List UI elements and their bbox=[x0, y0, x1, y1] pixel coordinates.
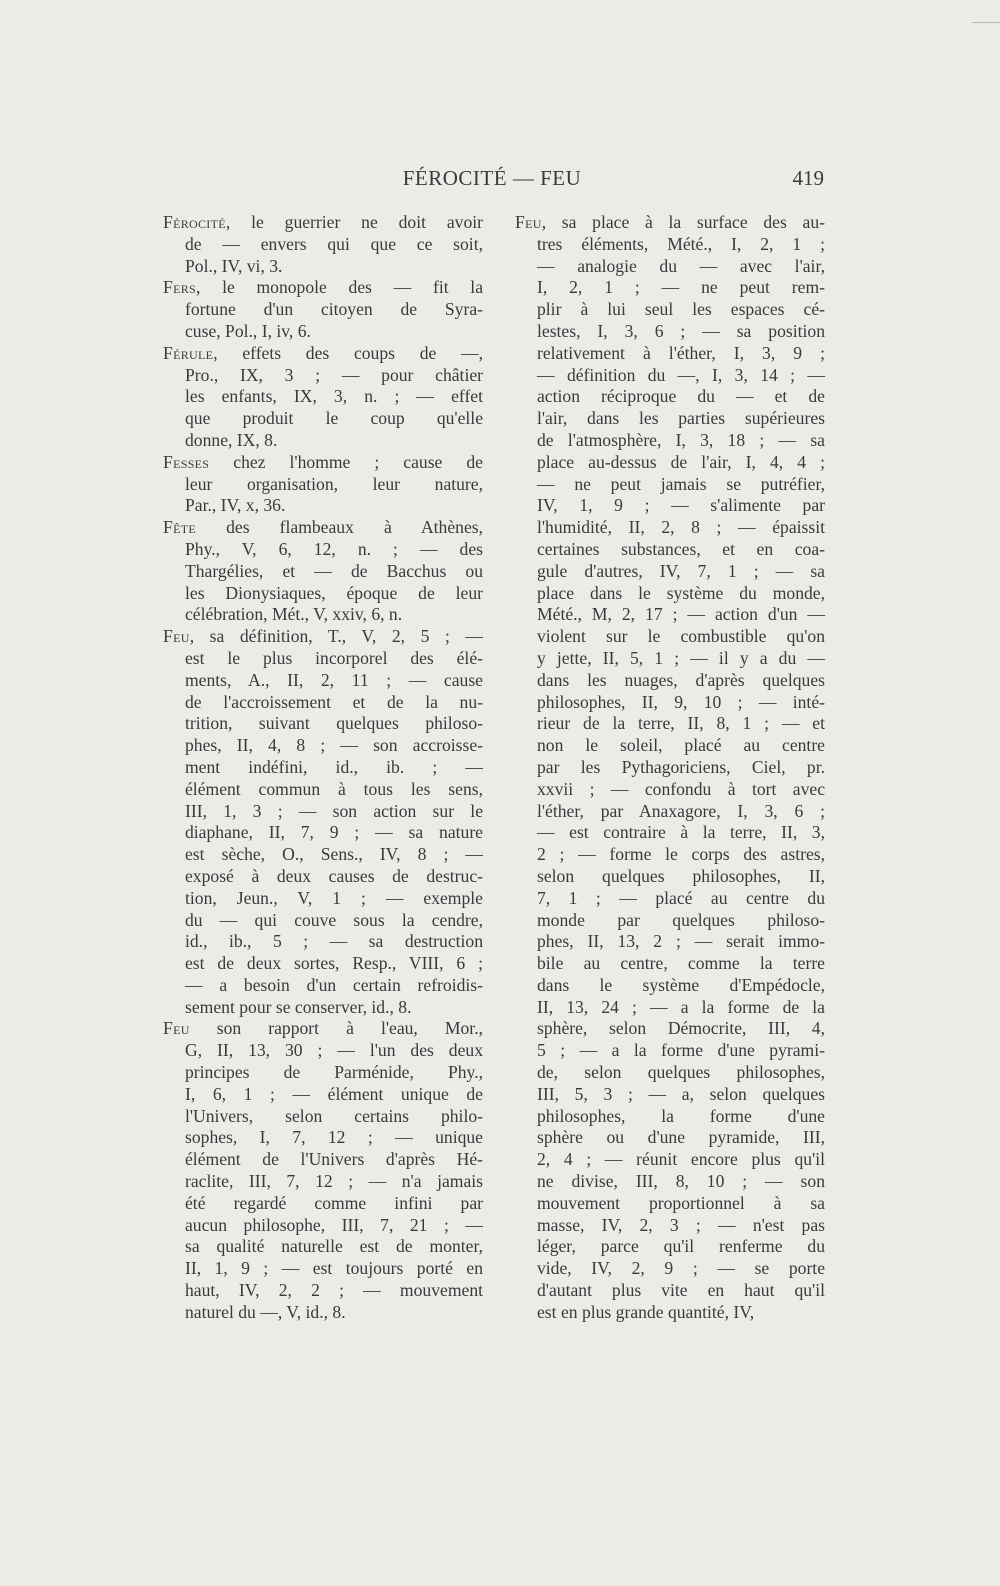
entry-line bbox=[163, 430, 483, 452]
entry-line bbox=[515, 1258, 825, 1280]
entry-line bbox=[515, 1106, 825, 1128]
entry-line bbox=[515, 321, 825, 343]
entry-line bbox=[163, 517, 483, 539]
entry-text: , sa place à la surface des au- bbox=[541, 212, 825, 232]
page-header bbox=[160, 166, 824, 196]
entry-text: cuse, Pol., I, iv, 6. bbox=[185, 320, 311, 341]
entry-text: non le soleil, placé au centre bbox=[537, 735, 825, 756]
entry-line bbox=[515, 1236, 825, 1258]
entry-line bbox=[163, 1040, 483, 1062]
entry-line bbox=[163, 1258, 483, 1280]
entry-line bbox=[515, 1084, 825, 1106]
entry-head-word: Férocité bbox=[163, 212, 226, 232]
entry-text: vide, IV, 2, 9 ; — se porte bbox=[537, 1258, 825, 1279]
entry-line bbox=[163, 561, 483, 583]
entry-line bbox=[515, 975, 825, 997]
entry-line bbox=[163, 648, 483, 670]
entry-text: place dans le système du monde, bbox=[537, 582, 825, 603]
entry-text: Pro., IX, 3 ; — pour châtier bbox=[185, 364, 483, 385]
entry-text: rieur de la terre, II, 8, 1 ; — et bbox=[537, 713, 825, 734]
entry-line bbox=[515, 343, 825, 365]
entry-line bbox=[515, 713, 825, 735]
entry-text: I, 2, 1 ; — ne peut rem- bbox=[537, 277, 825, 298]
entry-text: lestes, I, 3, 6 ; — sa position bbox=[537, 320, 825, 341]
entry-text: xxvii ; — confondu à tort avec bbox=[537, 778, 825, 799]
entry-line bbox=[163, 953, 483, 975]
entry-line bbox=[515, 386, 825, 408]
entry-text: sement pour se conserver, id., 8. bbox=[185, 996, 412, 1017]
entry-text: d'autant plus vite en haut qu'il bbox=[537, 1280, 825, 1301]
entry-text: l'humidité, II, 2, 8 ; — épaissit bbox=[537, 517, 825, 538]
entry-text: élément de l'Univers d'après Hé- bbox=[185, 1149, 483, 1170]
entry-text: I, 6, 1 ; — élément unique de bbox=[185, 1083, 483, 1104]
entry-text: — est contraire à la terre, II, 3, bbox=[537, 822, 825, 843]
entry-line bbox=[515, 692, 825, 714]
entry-text: des flambeaux à Athènes, bbox=[195, 517, 483, 538]
entry-text: selon quelques philosophes, II, bbox=[537, 865, 825, 886]
entry-text: de l'atmosphère, I, 3, 18 ; — sa bbox=[537, 429, 825, 450]
entry-text: ne divise, III, 8, 10 ; — son bbox=[537, 1171, 825, 1192]
entry-line bbox=[515, 866, 825, 888]
entry-line bbox=[163, 277, 483, 299]
entry-line bbox=[515, 626, 825, 648]
entry-line bbox=[515, 583, 825, 605]
entry-head-word: Fesses bbox=[163, 451, 210, 472]
entry-line bbox=[163, 321, 483, 343]
entry-line bbox=[515, 844, 825, 866]
entry-text: bile au centre, comme la terre bbox=[537, 953, 825, 974]
entry-line bbox=[515, 801, 825, 823]
entry-text: léger, parce qu'il renferme du bbox=[537, 1236, 825, 1257]
entry-text: Phy., V, 6, 12, n. ; — des bbox=[185, 538, 483, 559]
entry-text: diaphane, II, 7, 9 ; — sa nature bbox=[185, 822, 483, 843]
entry-line bbox=[515, 212, 825, 234]
entry-text: III, 5, 3 ; — a, selon quelques bbox=[537, 1083, 825, 1104]
entry-text: que produit le coup qu'elle bbox=[185, 408, 483, 429]
index-entry bbox=[163, 1018, 483, 1323]
entry-line bbox=[163, 888, 483, 910]
entry-line bbox=[515, 408, 825, 430]
entry-text: — analogie du — avec l'air, bbox=[537, 255, 825, 276]
entry-text: certaines substances, et en coa- bbox=[537, 538, 825, 559]
entry-line bbox=[163, 1236, 483, 1258]
entry-text: monde par quelques philoso- bbox=[537, 909, 825, 930]
entry-text: fortune d'un citoyen de Syra- bbox=[185, 299, 483, 320]
entry-text: raclite, III, 7, 12 ; — n'a jamais bbox=[185, 1171, 483, 1192]
entry-text: les enfants, IX, 3, n. ; — effet bbox=[185, 386, 483, 407]
entry-text: trition, suivant quelques philoso- bbox=[185, 713, 483, 734]
entry-line bbox=[163, 1193, 483, 1215]
entry-line bbox=[515, 779, 825, 801]
entry-text: donne, IX, 8. bbox=[185, 429, 278, 450]
entry-line bbox=[163, 495, 483, 517]
entry-line bbox=[515, 452, 825, 474]
entry-line bbox=[163, 910, 483, 932]
entry-line bbox=[515, 997, 825, 1019]
entry-text: G, II, 13, 30 ; — l'un des deux bbox=[185, 1040, 483, 1061]
entry-text: est de deux sortes, Resp., VIII, 6 ; bbox=[185, 953, 483, 974]
entry-line bbox=[515, 670, 825, 692]
entry-text: phes, II, 4, 8 ; — son accroisse- bbox=[185, 735, 483, 756]
entry-text: id., ib., 5 ; — sa destruction bbox=[185, 931, 483, 952]
entry-text: l'éther, par Anaxagore, I, 3, 6 ; bbox=[537, 800, 825, 821]
entry-text: chez l'homme ; cause de bbox=[209, 451, 483, 472]
entry-line bbox=[163, 757, 483, 779]
entry-text: l'Univers, selon certains philo- bbox=[185, 1105, 483, 1126]
entry-text: , sa définition, T., V, 2, 5 ; — bbox=[189, 626, 483, 647]
entry-line bbox=[163, 1149, 483, 1171]
entry-text: sophes, I, 7, 12 ; — unique bbox=[185, 1127, 483, 1148]
entry-text: Mété., M, 2, 17 ; — action d'un — bbox=[537, 604, 825, 625]
entry-text: ment indéfini, id., ib. ; — bbox=[185, 756, 483, 777]
entry-text: gule d'autres, IV, 7, 1 ; — sa bbox=[537, 560, 825, 581]
entry-line bbox=[163, 713, 483, 735]
entry-line bbox=[163, 1302, 483, 1324]
entry-line bbox=[163, 474, 483, 496]
entry-line bbox=[515, 430, 825, 452]
entry-text: est sèche, O., Sens., IV, 8 ; — bbox=[185, 844, 483, 865]
entry-line bbox=[163, 801, 483, 823]
entry-text: II, 1, 9 ; — est toujours porté en bbox=[185, 1258, 483, 1279]
entry-text: aucun philosophe, III, 7, 21 ; — bbox=[185, 1214, 483, 1235]
entry-line bbox=[163, 1018, 483, 1040]
entry-line bbox=[515, 299, 825, 321]
index-entry bbox=[163, 212, 483, 277]
entry-line bbox=[515, 256, 825, 278]
entry-line bbox=[515, 757, 825, 779]
entry-line bbox=[163, 386, 483, 408]
entry-text: leur organisation, leur nature, bbox=[185, 473, 483, 494]
entry-text: 2, 4 ; — réunit encore plus qu'il bbox=[537, 1149, 825, 1170]
entry-line bbox=[515, 234, 825, 256]
entry-line bbox=[163, 212, 483, 234]
entry-line bbox=[163, 583, 483, 605]
entry-line bbox=[163, 692, 483, 714]
entry-text: sa qualité naturelle est de monter, bbox=[185, 1236, 483, 1257]
entry-line bbox=[163, 1171, 483, 1193]
entry-line bbox=[163, 626, 483, 648]
entry-line bbox=[163, 365, 483, 387]
entry-text: 2 ; — forme le corps des astres, bbox=[537, 844, 825, 865]
index-entry bbox=[163, 452, 483, 517]
index-entry bbox=[163, 343, 483, 452]
entry-line bbox=[163, 256, 483, 278]
entry-line bbox=[163, 975, 483, 997]
entry-text: Par., IV, x, 36. bbox=[185, 495, 286, 516]
entry-text: , le guerrier ne doit avoir bbox=[225, 212, 483, 232]
entry-text: célébration, Mét., V, xxiv, 6, n. bbox=[185, 604, 403, 625]
index-entry bbox=[515, 212, 825, 1324]
entry-text: par les Pythagoriciens, Ciel, pr. bbox=[537, 756, 825, 777]
entry-line bbox=[163, 779, 483, 801]
entry-line bbox=[515, 953, 825, 975]
entry-text: été regardé comme infini par bbox=[185, 1192, 483, 1213]
entry-line bbox=[163, 1106, 483, 1128]
entry-line bbox=[515, 1280, 825, 1302]
left-column bbox=[163, 212, 483, 1324]
entry-line bbox=[515, 648, 825, 670]
entry-line bbox=[163, 735, 483, 757]
entry-text: élément commun à tous les sens, bbox=[185, 778, 483, 799]
entry-line bbox=[163, 997, 483, 1019]
entry-line bbox=[515, 1040, 825, 1062]
entry-line bbox=[163, 343, 483, 365]
page-edge-mark bbox=[972, 22, 1000, 23]
entry-text: , le monopole des — fit la bbox=[196, 277, 483, 298]
entry-line bbox=[515, 1062, 825, 1084]
entry-text: haut, IV, 2, 2 ; — mouvement bbox=[185, 1280, 483, 1301]
entry-line bbox=[163, 604, 483, 626]
entry-text: tion, Jeun., V, 1 ; — exemple bbox=[185, 887, 483, 908]
entry-text: est le plus incorporel des élé- bbox=[185, 647, 483, 668]
entry-line bbox=[163, 844, 483, 866]
entry-text: place au-dessus de l'air, I, 4, 4 ; bbox=[537, 451, 825, 472]
entry-text: — a besoin d'un certain refroidis- bbox=[185, 974, 483, 995]
entry-text: III, 1, 3 ; — son action sur le bbox=[185, 800, 483, 821]
entry-line bbox=[515, 735, 825, 757]
index-entry bbox=[163, 626, 483, 1018]
entry-text: relativement à l'éther, I, 3, 9 ; bbox=[537, 342, 825, 363]
entry-text: mouvement proportionnel à sa bbox=[537, 1192, 825, 1213]
entry-text: sphère ou d'une pyramide, III, bbox=[537, 1127, 825, 1148]
index-entry bbox=[163, 277, 483, 342]
index-entry bbox=[163, 517, 483, 626]
entry-head-word: Feu bbox=[163, 626, 190, 647]
entry-line bbox=[163, 539, 483, 561]
entry-line bbox=[515, 604, 825, 626]
entry-text: dans les nuages, d'après quelques bbox=[537, 669, 825, 690]
entry-text: 7, 1 ; — placé au centre du bbox=[537, 887, 825, 908]
entry-line bbox=[515, 1302, 825, 1324]
entry-line bbox=[163, 1062, 483, 1084]
entry-line bbox=[163, 670, 483, 692]
entry-text: du — qui couve sous la cendre, bbox=[185, 909, 483, 930]
entry-line bbox=[515, 561, 825, 583]
entry-text: de l'accroissement et de la nu- bbox=[185, 691, 483, 712]
entry-head-word: Feu bbox=[515, 212, 542, 232]
entry-text: Pol., IV, vi, 3. bbox=[185, 255, 283, 276]
entry-text: violent sur le combustible qu'on bbox=[537, 626, 825, 647]
entry-line bbox=[163, 1280, 483, 1302]
entry-text: ments, A., II, 2, 11 ; — cause bbox=[185, 669, 483, 690]
running-title: FÉROCITÉ — FEU bbox=[402, 166, 582, 190]
entry-line bbox=[515, 1215, 825, 1237]
entry-head-word: Fers bbox=[163, 277, 196, 298]
entry-line bbox=[515, 474, 825, 496]
entry-line bbox=[163, 452, 483, 474]
entry-head-word: Feu bbox=[163, 1018, 190, 1039]
entry-text: , effets des coups de —, bbox=[213, 342, 483, 363]
entry-line bbox=[515, 1171, 825, 1193]
entry-line bbox=[515, 1127, 825, 1149]
entry-text: II, 13, 24 ; — a la forme de la bbox=[537, 996, 825, 1017]
entry-line bbox=[163, 822, 483, 844]
entry-text: y jette, II, 5, 1 ; — il y a du — bbox=[537, 647, 825, 668]
entry-line bbox=[515, 1018, 825, 1040]
entry-line bbox=[515, 910, 825, 932]
entry-line bbox=[515, 517, 825, 539]
page-number: 419 bbox=[792, 166, 824, 190]
entry-text: philosophes, la forme d'une bbox=[537, 1105, 825, 1126]
right-column bbox=[515, 212, 825, 1324]
entry-head-word: Férule bbox=[163, 342, 214, 363]
entry-text: son rapport à l'eau, Mor., bbox=[189, 1018, 483, 1039]
entry-text: tres éléments, Mété., I, 2, 1 ; bbox=[537, 233, 825, 254]
entry-line bbox=[515, 495, 825, 517]
entry-text: de, selon quelques philosophes, bbox=[537, 1062, 825, 1083]
entry-line bbox=[163, 1127, 483, 1149]
entry-text: exposé à deux causes de destruc- bbox=[185, 865, 483, 886]
entry-text: IV, 1, 9 ; — s'alimente par bbox=[537, 495, 825, 516]
entry-text: 5 ; — a la forme d'une pyrami- bbox=[537, 1040, 825, 1061]
entry-line bbox=[163, 931, 483, 953]
entry-line bbox=[515, 822, 825, 844]
entry-line bbox=[515, 888, 825, 910]
entry-text: sphère, selon Démocrite, III, 4, bbox=[537, 1018, 825, 1039]
entry-text: — définition du —, I, 3, 14 ; — bbox=[537, 364, 825, 385]
entry-text: dans le système d'Empédocle, bbox=[537, 974, 825, 995]
entry-text: action réciproque du — et de bbox=[537, 386, 825, 407]
entry-line bbox=[163, 1084, 483, 1106]
entry-line bbox=[515, 1149, 825, 1171]
entry-text: philosophes, II, 9, 10 ; — inté- bbox=[537, 691, 825, 712]
entry-text: masse, IV, 2, 3 ; — n'est pas bbox=[537, 1214, 825, 1235]
entry-text: Thargélies, et — de Bacchus ou bbox=[185, 560, 483, 581]
entry-line bbox=[515, 539, 825, 561]
entry-line bbox=[515, 931, 825, 953]
entry-text: phes, II, 13, 2 ; — serait immo- bbox=[537, 931, 825, 952]
entry-text: — ne peut jamais se putréfier, bbox=[537, 473, 825, 494]
entry-text: l'air, dans les parties supérieures bbox=[537, 408, 825, 429]
entry-text: plir à lui seul les espaces cé- bbox=[537, 299, 825, 320]
entry-text: principes de Parménide, Phy., bbox=[185, 1062, 483, 1083]
entry-text: de — envers qui que ce soit, bbox=[185, 233, 483, 254]
entry-line bbox=[515, 365, 825, 387]
entry-line bbox=[163, 1215, 483, 1237]
entry-line bbox=[163, 299, 483, 321]
entry-line bbox=[163, 234, 483, 256]
entry-line bbox=[163, 866, 483, 888]
entry-text: est en plus grande quantité, IV, bbox=[537, 1301, 755, 1322]
entry-head-word: Fête bbox=[163, 517, 196, 538]
entry-line bbox=[163, 408, 483, 430]
entry-line bbox=[515, 1193, 825, 1215]
entry-text: naturel du —, V, id., 8. bbox=[185, 1301, 346, 1322]
entry-line bbox=[515, 277, 825, 299]
entry-text: les Dionysiaques, époque de leur bbox=[185, 582, 483, 603]
